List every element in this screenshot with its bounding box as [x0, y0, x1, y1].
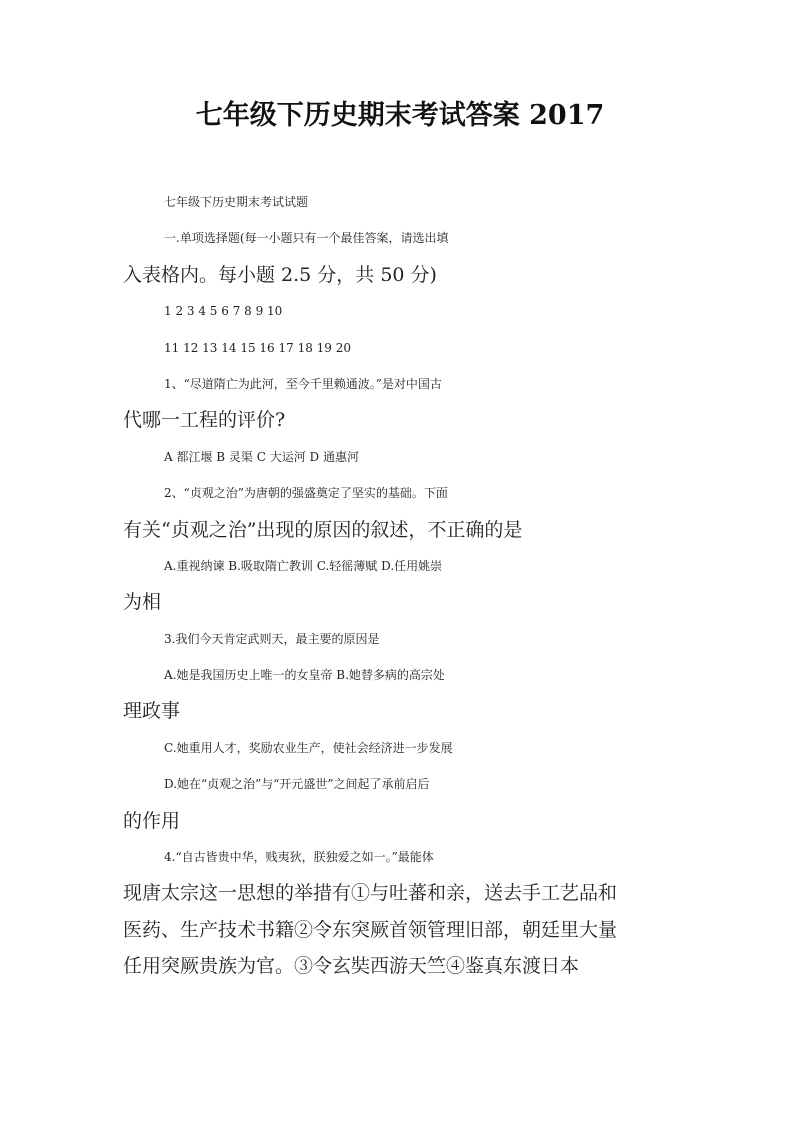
text-line: C.她重用人才，奖励农业生产，使社会经济进一步发展 [164, 740, 453, 755]
text-line: 七年级下历史期末考试试题 [164, 195, 309, 209]
text-line: 的作用 [123, 809, 181, 832]
text-line: 4.“自古皆贵中华，贱夷狄，朕独爱之如一。”最能体 [164, 850, 434, 865]
document-body [123, 184, 683, 985]
text-line: 为相 [123, 591, 162, 614]
text-line: 代哪一工程的评价? [123, 409, 286, 432]
text-line: A.她是我国历史上唯一的女皇帝 B.她替多病的高宗处 [164, 668, 445, 683]
text-line: A 都江堰 B 灵渠 C 大运河 D 通惠河 [164, 449, 359, 464]
text-line: 1 2 3 4 5 6 7 8 9 10 [164, 304, 283, 319]
text-line: 1、“尽道隋亡为此河，至今千里赖通波。”是对中国古 [164, 376, 442, 391]
text-line: 任用突厥贵族为官。③令玄奘西游天竺④鉴真东渡日本 [123, 955, 580, 978]
text-line: 一.单项选择题(每一小题只有一个最佳答案，请选出填 [164, 231, 449, 246]
text-line: A.重视纳谏 B.吸取隋亡教训 C.轻徭薄赋 D.任用姚崇 [164, 558, 443, 573]
document-title: 七年级下历史期末考试答案 2017 [195, 100, 605, 131]
text-line: D.她在“贞观之治”与“开元盛世”之间起了承前启后 [164, 777, 430, 792]
text-line: 有关“贞观之治”出现的原因的叙述，不正确的是 [123, 518, 523, 541]
text-line: 理政事 [123, 700, 181, 723]
text-line: 入表格内。每小题 2.5 分，共 50 分) [123, 263, 437, 286]
text-line: 2、“贞观之治”为唐朝的强盛奠定了坚实的基础。下面 [164, 486, 448, 501]
text-line: 11 12 13 14 15 16 17 18 19 20 [164, 340, 352, 355]
text-line: 3.我们今天肯定武则天，最主要的原因是 [164, 631, 380, 646]
text-line: 现唐太宗这一思想的举措有①与吐蕃和亲，送去手工艺品和 [123, 882, 618, 905]
text-line: 医药、生产技术书籍②令东突厥首领管理旧部，朝廷里大量 [123, 918, 618, 941]
